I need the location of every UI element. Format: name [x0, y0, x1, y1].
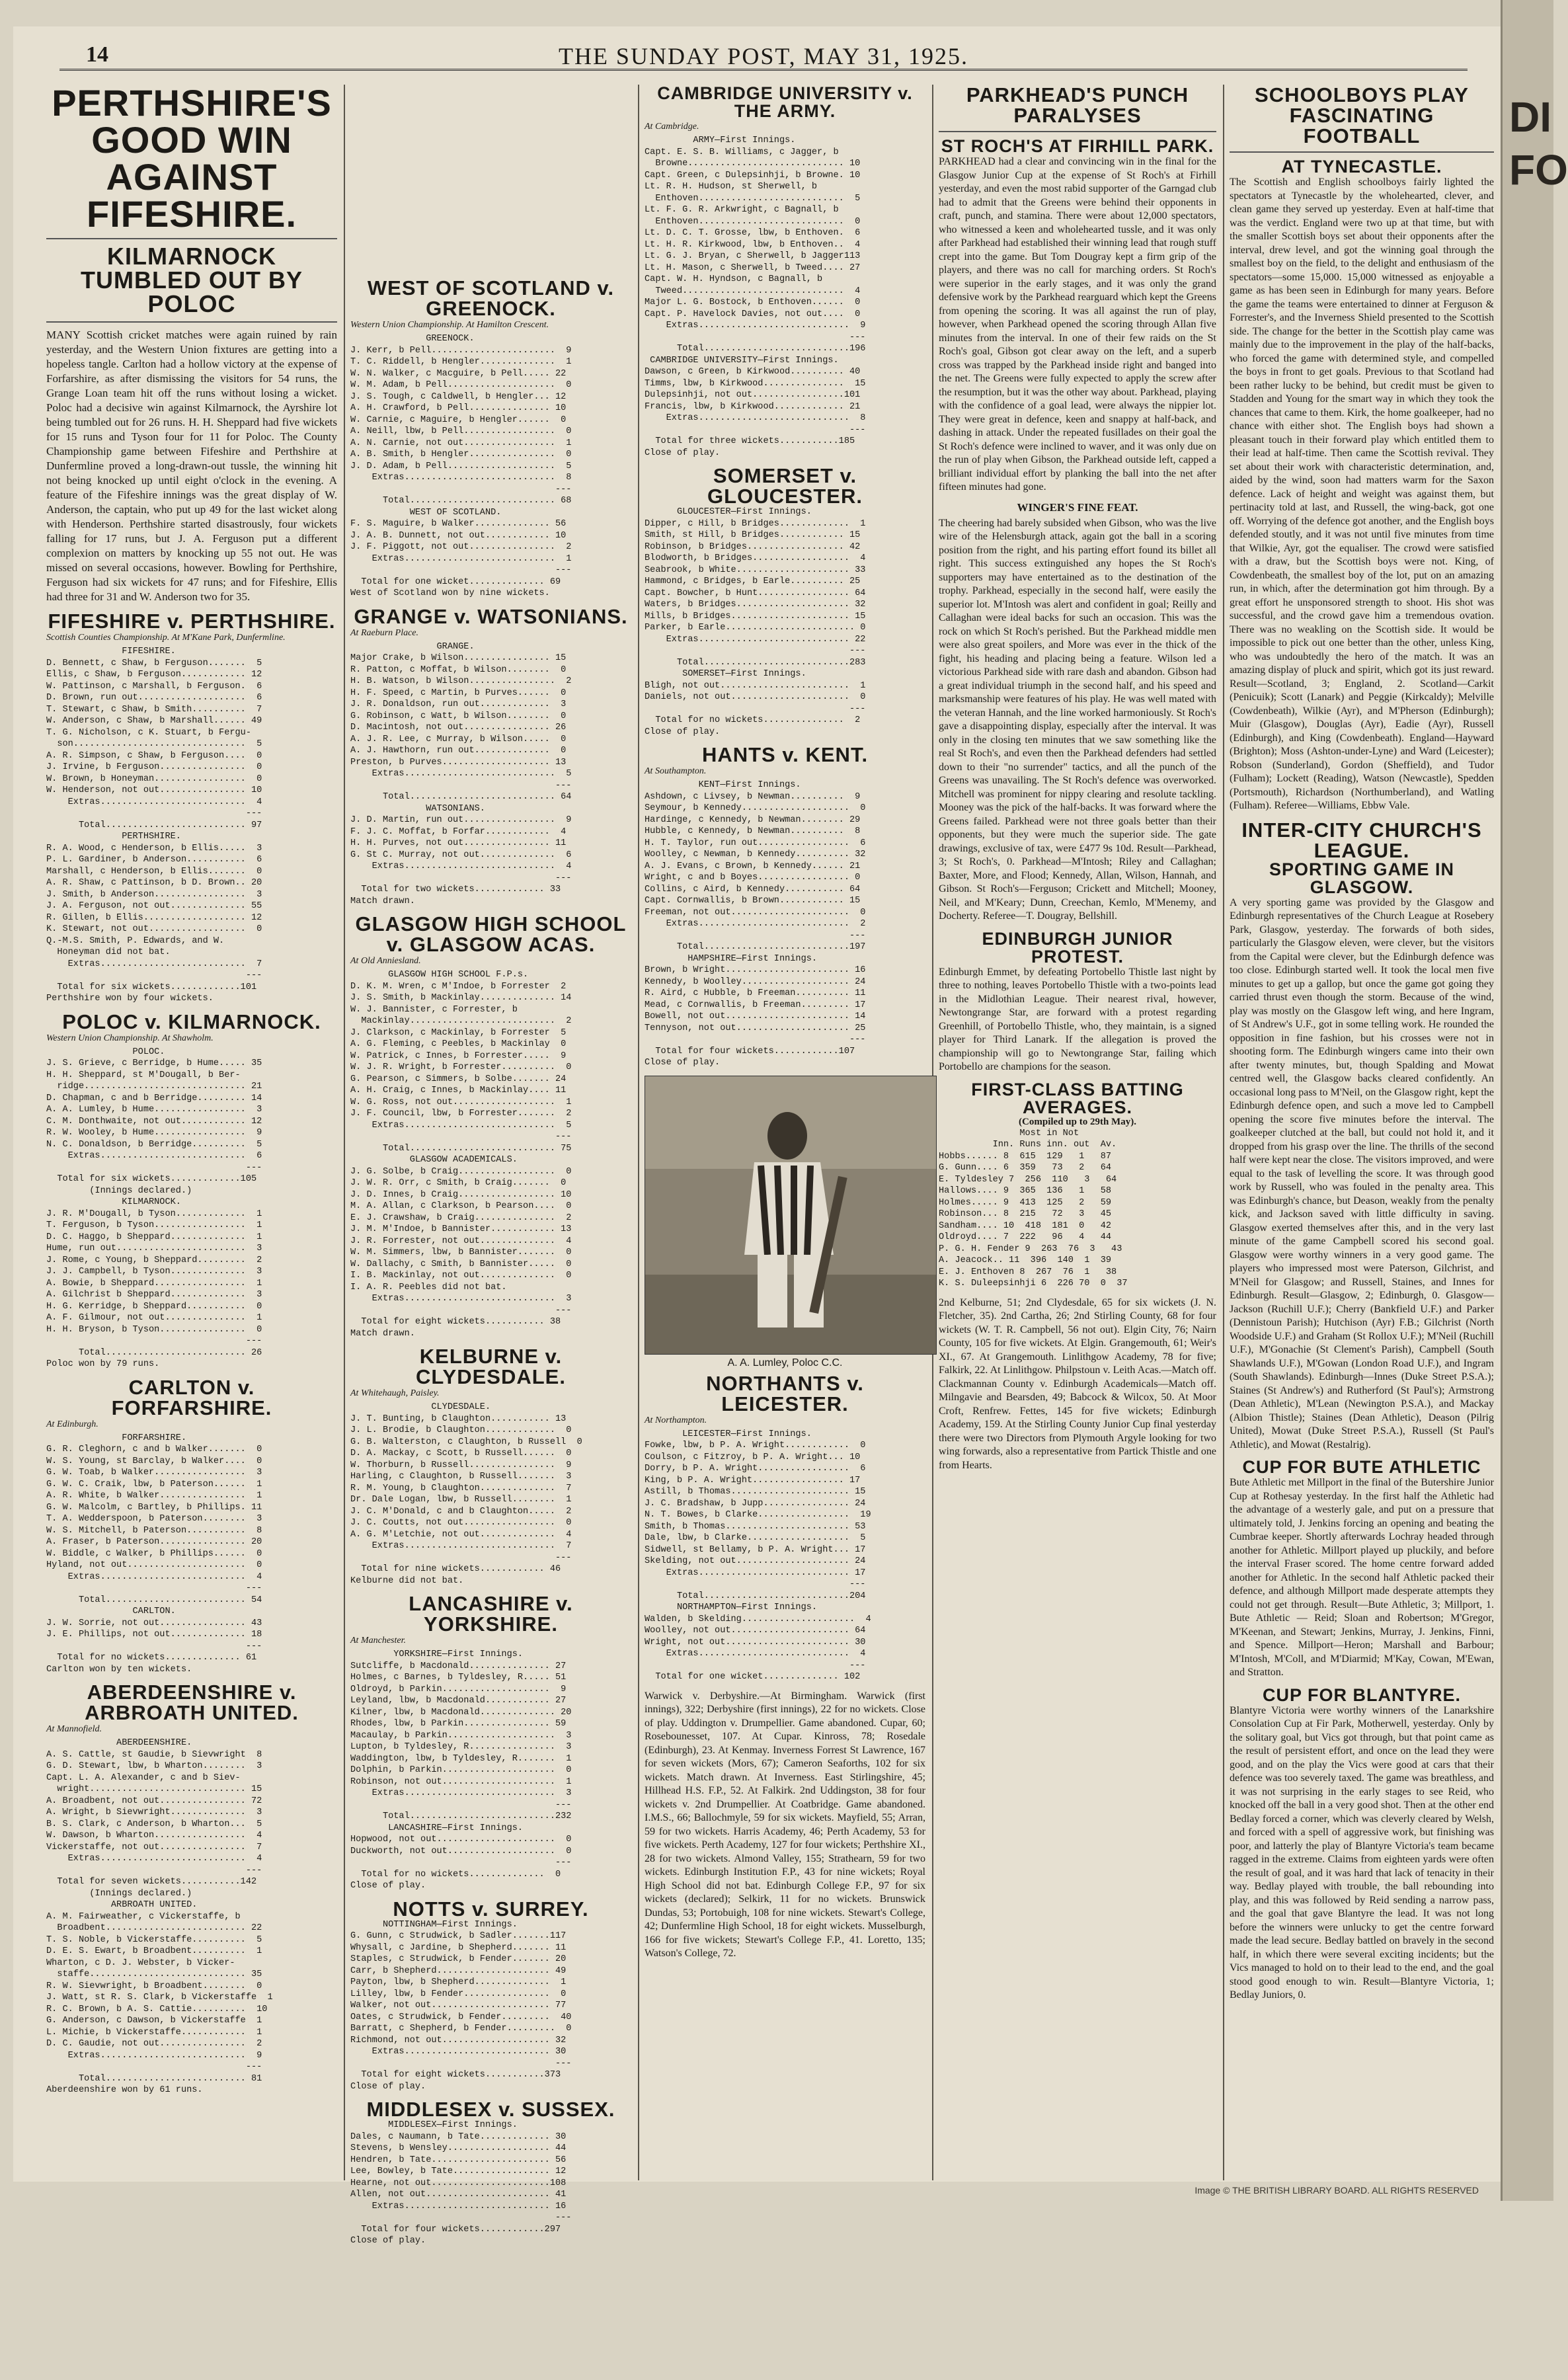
headline-perthshire: PERTHSHIRE'S GOOD WIN AGAINST FIFESHIRE.	[52, 82, 332, 235]
headline-bute: CUP FOR BUTE ATHLETIC	[1242, 1457, 1481, 1477]
scorecard: KENT—First Innings. Ashdown, c Livsey, b Newman.......... 9 Seymour, b Kennedy.................... 0 Hardinge, c Kennedy, b Newman........ 29 Hubble, c Kennedy, b Newman.......... 8 H. T. Taylor, run out................. 6 Woolley, c Newman, b Kennedy.......... 32 A. J. Evans, c Brown, b Kennedy...... 21 Wright, c and b Boyes................. 0 Collins, c Aird, b Kennedy........... 64 Capt. Cornwallis, b Brown............ 15 Freeman, not out...................... 0 Extras............................ 2 --- Total...........................197 HAMPSHIRE—First Innings. Brown, b Wright....................... 16 Kennedy, b Woolley.................... 24 R. Aird, c Hubble, b Freeman.......... 11 Mead, c Cornwallis, b Freeman......... 17 Bowell, not out....................... 14 Tennyson, not out..................... 25 --- Total for four wickets............107 Close of play.	[645, 780, 866, 1068]
headline-church-league: INTER-CITY CHURCH'S LEAGUE.	[1241, 818, 1482, 862]
column-rule	[638, 85, 639, 2180]
scorecard: ARMY—First Innings. Capt. E. S. B. Williams, c Jagger, b Browne............................. 10 Capt. Green, c Dulepsinhji, b Browne. 10 Lt. R. H. Hudson, st Sherwell, b Enthoven........................... 5 Lt. F. G. R. Arkwright, c Bagnall, b Enthoven........................... 0 Lt. D. C. T. Grosse, lbw, b Enthoven. 6 Lt. H. R. Kirkwood, lbw, b Enthoven.. 4 Lt. G. J. Bryan, c Sherwell, b Jagger113 Lt. H. Mason, c Sherwell, b Tweed.... 27 Capt. W. H. Hyndson, c Bagnall, b Tweed.............................. 4 Major L. G. Bostock, b Enthoven...... 0 Capt. P. Havelock Davies, not out.... 0 Extras............................ 9 --- Total...........................196 CAMBRIDGE UNIVERSITY—First Innings. Dawson, c Green, b Kirkwood.......... 40 Timms, lbw, b Kirkwood............... 15 Dulepsinhji, not out.................101 Francis, lbw, b Kirkwood............. 21 Extras............................ 8 --- Total for three wickets...........185 Close of play.	[645, 136, 866, 458]
column-1	[46, 82, 337, 2187]
match-venue: At Edinburgh.	[46, 1419, 98, 1429]
match-title: CARLTON v. FORFARSHIRE.	[111, 1375, 272, 1419]
player-photo	[645, 1076, 937, 1355]
article-body: The Scottish and English schoolboys fairly lighted the spectators at Tynecastle by the wholehearted, clever, and clean game they served up yesterday. Even at half-time that was the verdict. England were two up at that time, but with the smaller Scottish boys set about their opponents after the interval, drew level, and got the winning goal through the smallest boy on the field, to the delight and enthusiasm of the spectators—some 15,000. 15,000 witnessed as enjoyable a game as has been seen in Edinburgh for many years. Before the game the teams were entertained to dinner at Ferguson & Forrester's, and the Inverness Shield presented to the Scottish side. The change for the better in the Scottish play came was mainly due to the improvement in the play of the half-backs, who forced the game with determined style, and compelled the boys in front to get goals. Previous to that Scotland had been rather lucky to be behind, but credit must be given to Stadden and Young for the smart way in which they took the chances that came to them. Kirk, the home goalkeeper, had no chance with either shot. The English boys had shown a pleasant touch in their forward play which entitled them to their lead at half-time. Then came the Scottish revival. They set about their work with characteristic determination, and, aided by the wind, soon had matters warm for the Saxon defence. Lack of height and weight was against them, but pertinacity told at last, and Russell, the wing-back, got one off. Worrying of the defence got another, and the English boys defended stoutly, and it was not until five minutes from time that Wilkie, Ayr, got the equaliser. The crowd were satisfied with a draw, but the Scottish boys were not. King, of Cowdenbeath, the smallest boy of the lot, put on an amazing run, in which, after the determination got him through. By a great effort he unsponsored strength to shoot. His shot was successful, and the crowd gave him a tremendous ovation. There was no weakling on the Scottish side. It would be impossible to pick out one better than the other, unless King, who was undoubtedly the hero of the match. It was an amazing display of pluck and spirit, which got its just reward. Result—Scotland, 3; England, 2. Scotland—Carkit (Penicuik); Scott (Lanark) and Peggie (Kirkcaldy); Melville (Cowdenbeath), Wilkie (Ayr), and M'Pherson (Edinburgh); Muir (Glasgow), Douglas (Ayr), Eadie (Ayr), Russell (Edinburgh), and King (Cowdenbeath). England—Hayward (Brighton); Moss (Ashton-under-Lyne) and Ward (Leicester); Robson (Sunderland), Gordon (Sheffield), and Tudor (Fulham); Lockett (Reading), Watson (Newcastle), Spedden (Portsmouth), Richardson (Northumberland), and Watling (Fulham). Referee—Williams, Ebbw Vale.	[1230, 177, 1494, 811]
subhead-glasgow: SPORTING GAME IN GLASGOW.	[1269, 859, 1454, 897]
scorecard: NOTTINGHAM—First Innings. G. Gunn, c Strudwick, b Sadler.......117 Whysall, c Jardine, b Shepherd....... 11 Staples, c Strudwick, b Fender....... 20 Carr, b Shepherd..................... 49 Payton, lbw, b Shepherd.............. 1 Lilley, lbw, b Fender................ 0 Walker, not out...................... 77 Oates, c Strudwick, b Fender......... 40 Barratt, c Shepherd, b Fender......... 0 Richmond, not out.................... 32 Extras........................... 30 --- Total for eight wickets...........373 Close of play.	[350, 1919, 572, 2092]
scorecard: FIFESHIRE. D. Bennett, c Shaw, b Ferguson....... 5 Ellis, c Shaw, b Ferguson............ 12 W. Pattinson, c Marshall, b Ferguson. 6 D. Brown, run out.................... 6 T. Stewart, c Shaw, b Smith.......... 7 W. Anderson, c Shaw, b Marshall...... 49 T. G. Nicholson, c K. Stuart, b Fergu- son................................ 5 A. R. Simpson, c Shaw, b Ferguson.... 0 J. Irvine, b Ferguson................ 0 W. Brown, b Honeyman................. 0 W. Henderson, not out................ 10 Extras........................... 4 --- Total.......................... 97 PERTHSHIRE. R. A. Wood, c Henderson, b Ellis..... 3 P. L. Gardiner, b Anderson........... 6 Marshall, c Henderson, b Ellis....... 0 A. R. Shaw, c Pattinson, b D. Brown.. 20 J. Smith, b Anderson................. 3 J. A. Ferguson, not out.............. 55 R. Gillen, b Ellis................... 12 K. Stewart, not out.................. 0 Q.-M.S. Smith, P. Edwards, and W. Honeyman did not bat. Extras........................... 7 --- Total for six wickets.............101 Perthshire won by four wickets.	[46, 647, 262, 1004]
column-5	[1230, 85, 1494, 2187]
scorecard: GLASGOW HIGH SCHOOL F.P.s. D. K. M. Wren, c M'Indoe, b Forrester 2 J. S. Smith, b Mackinlay.............. 14 W. J. Bannister, c Forrester, b Mackinlay........................... 2 J. Clarkson, c Mackinlay, b Forrester 5 A. G. Fleming, c Peebles, b Mackinlay 0 W. Patrick, c Innes, b Forrester..... 9 W. J. R. Wright, b Forrester.......... 0 G. Pearson, c Simmers, b Solbe....... 24 A. H. Craig, c Innes, b Mackinlay.... 11 W. G. Ross, not out................... 1 J. F. Council, lbw, b Forrester....... 2 Extras............................ 5 --- Total........................... 75 GLASGOW ACADEMICALS. J. G. Solbe, b Craig.................. 0 J. W. R. Orr, c Smith, b Craig....... 0 J. D. Innes, b Craig.................. 10 M. A. Allan, c Clarkson, b Pearson.... 0 E. J. Crawshaw, b Craig............... 2 J. M. M'Indoe, b Bannister............ 13 J. R. Forrester, not out.............. 4 W. M. Simmers, lbw, b Bannister....... 0 W. Dallachy, c Smith, b Bannister..... 0 I. B. Mackinlay, not out.............. 0 I. A. R. Peebles did not bat. Extras............................ 3 --- Total for eight wickets........... 38 Match drawn.	[350, 970, 572, 1339]
image-credit: Image © THE BRITISH LIBRARY BOARD. ALL RIGHTS RESERVED	[1195, 2185, 1479, 2196]
scorecard: LEICESTER—First Innings. Fowke, lbw, b P. A. Wright............ 0 Coulson, c Fitzroy, b P. A. Wright... 10 Dorry, b P. A. Wright................. 6 King, b P. A. Wright................. 17 Astill, b Thomas...................... 15 J. C. Bradshaw, b Jupp................ 24 N. T. Bowes, b Clarke................. 19 Smith, b Thomas....................... 53 Dale, lbw, b Clarke................... 5 Sidwell, st Bellamy, b P. A. Wright... 17 Skelding, not out..................... 24 Extras............................ 17 --- Total...........................204 NORTHAMPTON—First Innings. Walden, b Skelding..................... 4 Woolley, not out...................... 64 Wright, not out....................... 30 Extras............................ 4 --- Total for one wicket.............. 102	[645, 1429, 871, 1682]
article-intro: MANY Scottish cricket matches were again ruined by rain yesterday, and the Western Union fixtures are getting into a hopeless tangle. Carlton had a hollow victory at the expense of Forfarshire, as after dismissing the visitors for 54 runs, the Grange Loan team hit off the runs without losing a wicket. Poloc had a decisive win against Kilmarnock, the Ayrshire lot being tumbled out for 26 runs. H. H. Sheppard had five wickets for 15 runs and Tyson four for 11 for Poloc. The County Championship game between Fifeshire and Perthshire at Dunfermline proved a long-drawn-out tussle, the winning hit not being knocked up until eight o'clock in the evening. A feature of the Fifeshire innings was the great display of W. Anderson, the captain, who put up 49 for the last wicket along with Henderson. Perthshire started disastrously, four wickets falling for 17 runs, but J. A. Ferguson put a different complexion on matters by knocking up 55 not out. He was missed on several occasions, however. Bowling for Perthshire, Ferguson had six wickets for 47 runs; and for Fifeshire, Ellis had three for 31 and W. Anderson two for 35.	[46, 329, 337, 603]
match-title: MIDDLESEX v. SUSSEX.	[366, 2098, 615, 2121]
match-title: POLOC v. KILMARNOCK.	[62, 1010, 321, 1033]
match-title: ABERDEENSHIRE v. ARBROATH UNITED.	[85, 1681, 299, 1724]
photo-caption: A. A. Lumley, Poloc C.C.	[727, 1357, 843, 1368]
page-number: 14	[86, 42, 108, 67]
article-body: Edinburgh Emmet, by defeating Portobello Thistle last night by three to nothing, leaves Portobello Thistle with a two-points lead in the Midlothian League. Their nearest rival, however, Newtongrange Star, are forward with a protest regarding Greenhill, of Portobello Thistle, who, they maintain, is a signed player for Third Lanark. If the allegation is proved the championship will go to Newtongrange Star, failing which Portobello are champions for the season.	[939, 966, 1216, 1072]
scorecard: ABERDEENSHIRE. A. S. Cattle, st Gaudie, b Sievwright 8 G. D. Stewart, lbw, b Wharton........ 3 Capt. L. A. Alexander, c and b Siev- wright............................. 15 A. Broadbent, not out................ 72 A. Wright, b Sievwright.............. 3 B. S. Clark, c Anderson, b Wharton... 5 W. Dawson, b Wharton................. 4 Vickerstaffe, not out................ 7 Extras........................... 4 --- Total for seven wickets...........142 (Innings declared.) ARBROATH UNITED. A. M. Fairweather, c Vickerstaffe, b Broadbent.......................... 22 T. S. Noble, b Vickerstaffe.......... 5 D. E. S. Ewart, b Broadbent.......... 1 Wharton, c D. J. Webster, b Vicker- staffe............................. 35 R. W. Sievwright, b Broadbent........ 0 J. Watt, st R. S. Clark, b Vickerstaffe 1 R. C. Brown, b A. S. Cattie.......... 10 G. Anderson, c Dawson, b Vickerstaffe 1 L. Michie, b Vickerstaffe............ 1 D. C. Gaudie, not out................ 2 Extras........................... 9 --- Total.......................... 81 Aberdeenshire won by 61 runs.	[46, 1738, 273, 2095]
column-rule	[344, 85, 345, 2180]
match-title: CAMBRIDGE UNIVERSITY v. THE ARMY.	[657, 83, 913, 121]
subhead-st-rochs: ST ROCH'S AT FIRHILL PARK.	[941, 136, 1214, 156]
headline-batting: FIRST-CLASS BATTING AVERAGES.	[971, 1079, 1184, 1117]
cricketer-image	[645, 1076, 936, 1354]
section-heading: WINGER'S FINE FEAT.	[1017, 500, 1138, 514]
subhead-kilmarnock: KILMARNOCK TUMBLED OUT BY POLOC	[81, 243, 303, 317]
scorecard: CLYDESDALE. J. T. Bunting, b Claughton........... 13 J. L. Brodie, b Claughton............. 0 G. B. Walterston, c Claughton, b Russell 0 D. A. Mackay, c Scott, b Russell...... 0 W. Thorburn, b Russell................ 9 Harling, c Claughton, b Russell....... 3 R. M. Young, b Claughton.............. 7 Dr. Dale Logan, lbw, b Russell........ 1 J. C. M'Donald, c and b Claughton..... 2 J. C. Coutts, not out................. 0 A. G. M'Letchie, not out.............. 4 Extras............................ 7 --- Total for nine wickets............ 46 Kelburne did not bat.	[350, 1402, 582, 1586]
headline-schoolboys: SCHOOLBOYS PLAY FASCINATING FOOTBALL	[1255, 83, 1469, 147]
masthead	[59, 40, 1468, 71]
match-title: KELBURNE v. CLYDESDALE.	[416, 1345, 566, 1388]
match-venue: At Old Anniesland.	[350, 956, 421, 966]
divider	[46, 238, 337, 239]
article-body: 2nd Kelburne, 51; 2nd Clydesdale, 65 for six wickets (J. N. Fletcher, 35). 2nd Cartha, 26; 2nd Stirling County, 68 for four wickets (W. T. R. Campbell, 56 not out). Elgin City, 76; Nairn County, 105 for five wickets. At Elgin. Grangemouth, 61; Weir's XI., 67. At Grangemouth. Linlithgow Academy, 78 for five; Falkirk, 22. At Linlithgow. Philpstoun v. Leith Acas.—Match off. Clackmannan County v. Edinburgh Academicals—Match off. Milngavie and Bearsden, 49; Babcock & Wilcox, 50. At Moor Croft, Renfrew. Fettes, 145 for five wickets; Edinburgh Academy, 159. At the Stirling County Junior Cup final yesterday there were two Directors from Plymouth Argyle looking for two wing forwards, also a representative from Partick Thistle and one from Hearts.	[939, 1296, 1216, 1471]
batting-table: Most in Not Inn. Runs inn. out Av. Hobbs...... 8 615 129 1 87 G. Gunn.... 6 359 73 2 64 E. Tyldesley 7 256 110 3 64 Hallows.... 9 365 136 1 58 Holmes..... 9 413 125 2 59 Robinson... 8 215 72 3 45 Sandham.... 10 418 181 0 42 Oldroyd.... 7 222 96 4 44 P. G. H. Fender 9 263 76 3 43 A. Jeacock.. 11 396 140 1 39 E. J. Enthoven 8 267 76 1 38 K. S. Duleepsinhji 6 226 70 0 37	[939, 1128, 1128, 1289]
match-title: LANCASHIRE v. YORKSHIRE.	[409, 1592, 573, 1636]
headline-protest: EDINBURGH JUNIOR PROTEST.	[982, 928, 1173, 967]
article-body: PARKHEAD had a clear and convincing win in the final for the Glasgow Junior Cup at the expense of St Roch's at Firhill yesterday, and even the most rabid supporter of the Garngad club had to admit that the Greens were behind their opponents in craft, punch, and stamina. There were about 12,000 spectators, who witnessed a keen and wholehearted tussle, and it was only after Parkhead had established their winning lead that rough stuff crept into the game. But Tom Dougray kept a firm grip of the players, and there was no call for marching orders. St Roch's were superior in the early stages, and it was only the grand defensive work by the Parkhead rearguard which kept the Greens from opening the scoring. It was all against the run of play, however, when Parkhead opened the scoring through Allan five minutes from the interval. In one of their few raids on the St Roch's goal, Gibson got clear away on the left, and a superb cross was trapped by the Parkhead inside right and banged into the net. The Greens were fully expected to apply the screw after the resumption, but it was the other way about. Parkhead, playing with the confidence of a goal lead, were always the nippier lot. They were great in defence, keen and snappy at half-back, and dashing in attack. Under the repeated fusillades on their goal the St Roch's defence were inclined to waver, and it was only due on the run of play when Gibson, the Parkhead outside left, capped a brilliant individual effort by planking the ball into the net after fifteen minutes had gone.	[939, 156, 1216, 493]
other-results: Warwick v. Derbyshire.—At Birmingham. Warwick (first innings), 322; Derbyshire (first innings), 22 for no wickets. Close of play. Uddington v. Drumpellier. Game abandoned. Cupar, 60; Rosebounesset, 107. At Cupar. Kinross, 78; Rosedale (Edinburgh), 23. At Kenmay. Inverness Forrest St Lawrence, 167 for seven wickets (Mors, 67); Cameron Seaforths, 102 for six wickets. Match drawn. At Inverness. East Stirlingshire, 45; Hillhead H.S. F.P., 52. At Falkirk. 2nd Uddingston, 38 for four wickets v. 2nd Drumpellier. At Coatbridge. Game abandoned. I.M.S., 66; Ballochmyle, 59 for six wickets. Mayfield, 55; Arran, 59 for two wickets. Harris Academy, 46; Perth Academy, 53 for five wickets. Perth Academy, 127 for four wickets; Perthshire XI., 28 for two wickets. Almond Valley, 155; Strathearn, 59 for two wickets. Edinburgh Institution F.P., 43 for nine wickets; Royal High School did not bat. Edinburgh College F.P., 97 for six wickets (declared); Selkirk, 11 for no wickets. Brunswick Dundas, 53; Portobuigh, 108 for nine wickets. Stewart's College, 42; Dunfermline High School, 18 for eight wickets. Musselburgh, 166 for five wickets; Stewart's College F.P., 41. Loretto, 135; Watson's College, 72.	[645, 1690, 925, 1959]
edge-letters: FO	[1509, 146, 1568, 194]
batting-subtitle: (Compiled up to 29th May).	[1019, 1116, 1136, 1127]
divider	[1230, 151, 1494, 153]
scorecard: POLOC. J. S. Grieve, c Berridge, b Hume..... 35 H. H. Sheppard, st M'Dougall, b Ber- ridge.............................. 21 D. Chapman, c and b Berridge......... 14 A. A. Lumley, b Hume................. 3 C. M. Donthwaite, not out............ 12 R. W. Wooley, b Hume................. 9 N. C. Donaldson, b Berridge.......... 5 Extras........................... 6 --- Total for six wickets.............105 (Innings declared.) KILMARNOCK. J. R. M'Dougall, b Tyson............. 1 T. Ferguson, b Tyson................. 1 D. C. Haggo, b Sheppard.............. 1 Hume, run out........................ 3 J. Rome, c Young, b Sheppard......... 2 J. J. Campbell, b Tyson.............. 3 A. Bowie, b Sheppard................. 1 A. Gilchrist b Sheppard.............. 3 H. G. Kerridge, b Sheppard........... 0 A. F. Gilmour, not out............... 1 H. H. Bryson, b Tyson................ 0 --- Total.......................... 26 Poloc won by 79 runs.	[46, 1047, 262, 1369]
match-venue: At Manchester.	[350, 1636, 406, 1646]
scorecard: MIDDLESEX—First Innings. Dales, c Naumann, b Tate............. 30 Stevens, b Wensley................... 44 Hendren, b Tate...................... 56 Lee, Bowley, b Tate.................. 12 Hearne, not out......................108 Allen, not out....................... 41 Extras........................... 16 --- Total for four wickets............297 Close of play.	[350, 2120, 572, 2246]
article-body: The cheering had barely subsided when Gibson, who was the live wire of the Helensburgh attack, again got the ball in a scoring position from the right, and his parting effort found its billet all right. This success extinguished any hopes the St Roch's supporters may have entertained as to the destination of the trophy. Parkhead, especially in the second half, were easily the superior lot. M'Intosh was alert and confident in goal; Reilly and Callaghan were ideal backs for such an occasion. This was the rock on which St Roch's perished. But the Parkhead middle men were also great spoilers, and More was ever in the thick of the fight, his heading and placing being a feature. Wilson led a victorious Parkhead side with rare dash and abandon. Gibson had a great individual triumph in the second half, and his speed and marksmanship were features of his play. He was well mated with the veteran Hannah, and the line worked harmoniously. St Roch's gave a disappointing display, especially after the interval. It was only in the closing ten minutes that we saw something like the real St Roch's, and even then the Parkhead defenders had settled down to their "no surrender" tactics, and all the punch of the Greens was unavailing. The St Roch's defence was overworked. Mitchell was prominent for nippy clearing and resolute tackling. Mooney was the pick of the half-backs. It was forward where the Greens failed. Parkhead were not three goals better than their opponents, but they were much the superior side. The gate drawings, exclusive of tax, were £477 9s 10d. Result—Parkhead, 3; St Roch's, 0. Parkhead—M'Intosh; Riley and Callaghan; Baxter, More, and Flood; Kennedy, Allan, Wilson, Hannah, and Gibson. St Roch's—Ferguson; Crickett and Mitchell; Mooney, Neil, and M'Keary; Dunn, Creechan, Kemlo, M'Menemy, and Docherty. Referee—T. Dougray, Bellshill.	[939, 517, 1216, 922]
match-venue: Western Union Championship. At Hamilton Crescent.	[350, 320, 549, 330]
match-title: SOMERSET v. GLOUCESTER.	[707, 464, 863, 508]
match-title: FIFESHIRE v. PERTHSHIRE.	[48, 610, 336, 633]
scorecard: GLOUCESTER—First Innings. Dipper, c Hill, b Bridges............. 1 Smith, st Hill, b Bridges............ 15 Robinson, b Bridges.................. 42 Blodworth, b Bridges.................. 4 Seabrook, b White..................... 33 Hammond, c Bridges, b Earle.......... 25 Capt. Bowcher, b Hunt................. 64 Waters, b Bridges..................... 32 Mills, b Bridges...................... 15 Parker, b Earle........................ 0 Extras............................ 22 --- Total...........................283 SOMERSET—First Innings. Bligh, not out........................ 1 Daniels, not out...................... 0 --- Total for no wickets............... 2 Close of play.	[645, 507, 866, 737]
match-venue: At Southampton.	[645, 766, 707, 776]
match-venue: Western Union Championship. At Shawholm.	[46, 1033, 214, 1043]
match-venue: At Cambridge.	[645, 122, 699, 132]
column-4	[939, 85, 1216, 2187]
newspaper-title: THE SUNDAY POST, MAY 31, 1925.	[558, 43, 969, 69]
article-body: Bute Athletic met Millport in the final of the Butershire Junior Cup at Rothesay yesterday. In the first half the Athletic had the advantage of a westerly gale, and put on a pressure that ultimately told, J. Jenkins forcing an opening and beating the Cumbrae keeper. Shortly afterwards Lochray headed through another for Athletic. Millport played up pluckily, and before the interval Fraser scored. The home centre forward added another for Athletic. In the second half Athletic packed their defence, and although Millport made desperate attempts they could not get through. Result—Bute Athletic, 3; Millport, 1. Bute Athletic — Reid; Sloan and Robertson; M'Gregor, M'Keenan, and Stewart; Jenkins, Murray, J. Jenkins, Finni, and Spence. Millport—Heron; Marshall and Barbour; M'Intosh, M'Coll, and M'Diarmid; M'Kay, Cowan, M'Ewan, and Stratton.	[1230, 1477, 1494, 1678]
scorecard: GREENOCK. J. Kerr, b Pell....................... 9 T. C. Riddell, b Hengler.............. 1 W. N. Walker, c Macguire, b Pell..... 22 W. M. Adam, b Pell.................... 0 J. S. Tough, c Caldwell, b Hengler... 12 A. H. Crawford, b Pell............... 10 W. Carnie, c Maguire, b Hengler...... 0 A. Neill, lbw, b Pell................. 0 A. N. Carnie, not out................. 1 A. B. Smith, b Hengler................ 0 J. D. Adam, b Pell.................... 5 Extras............................ 8 --- Total........................... 68 WEST OF SCOTLAND. F. S. Maguire, b Walker.............. 56 J. A. B. Dunnett, not out............ 10 J. F. Piggott, not out................ 2 Extras............................ 1 --- Total for one wicket.............. 69 West of Scotland won by nine wickets.	[350, 334, 572, 598]
match-title: WEST OF SCOTLAND v. GREENOCK.	[367, 276, 615, 320]
headline-blantyre: CUP FOR BLANTYRE.	[1262, 1685, 1461, 1705]
match-venue: At Northampton.	[645, 1415, 707, 1425]
divider	[46, 321, 337, 323]
headline-parkhead: PARKHEAD'S PUNCH PARALYSES	[966, 83, 1189, 127]
subhead-tynecastle: AT TYNECASTLE.	[1281, 157, 1442, 177]
match-venue: At Mannofield.	[46, 1724, 102, 1734]
adjacent-page-edge	[1501, 0, 1568, 2201]
scorecard: FORFARSHIRE. G. R. Cleghorn, c and b Walker....... 0 W. S. Young, st Barclay, b Walker.... 0 G. W. Toab, b Walker................. 3 G. W. C. Craik, lbw, b Paterson...... 1 A. R. White, b Walker................ 1 G. W. Malcolm, c Bartley, b Phillips. 11 T. A. Wedderspoon, b Paterson........ 3 W. S. Mitchell, b Paterson........... 8 A. Fraser, b Paterson................ 20 W. Biddle, c Walker, b Phillips...... 0 Hyland, not out...................... 0 Extras........................... 4 --- Total.......................... 54 CARLTON. J. W. Sorrie, not out................ 43 J. E. Phillips, not out.............. 18 --- Total for no wickets.............. 61 Carlton won by ten wickets.	[46, 1433, 262, 1675]
match-title: GLASGOW HIGH SCHOOL v. GLASGOW ACAS.	[355, 912, 627, 956]
divider	[939, 131, 1216, 132]
match-title: NORTHANTS v. LEICESTER.	[706, 1371, 864, 1415]
article-body: A very sporting game was provided by the Glasgow and Edinburgh representatives of the Church League at Rosebery Park, Glasgow, yesterday. The forwards of both sides, particularly the Glasgow eleven, were clever, but the visitors from the Capital were clever, but the Edinburgh defence was too close. Edinburgh started well. It took the local men five minutes to get up a gallop, but once the game got going they carried thrust even though the storm. Because of the wind, play was mostly on the Glasgow left wing, and here Ingram, of St Andrew's U.F., got in some telling work. He rounded the opposition in fine fashion, but his crosses were not in shooting form. The Edinburgh wingers came into their own after twenty minutes, but, though Spalding and Mowat centred well, the Glasgow backs cleared confidently. An occasional long pass to M'Neil, on the Glasgow right, kept the Edinburgh defence open, and such a move led to Campbell opening the score five minutes before the interval. The goalkeeper clutched at the ball, but could not hold it, and it dropped from his grasp over the line. The thrills of the second half were kept near the close. The visitors improved, and were equal to the task of levelling the score. It was through good work by Russell, who was fouled in the penalty area. This was Edinburgh's chance, but Deason, weakly from the penalty kick, and Jackson saved with little difficulty in saving. Glasgow exerted themselves after this, and in the very last minute of the game Campbell scored his second goal. Glasgow were worthy winners in a very good game. The players who impressed most were Paterson, Gilchrist, and M'Neil for Glasgow; and Russell, Staines, and Innes for Edinburgh. Result—Glasgow, 2; Edinburgh, 0. Glasgow—Jackson (Ruchill U.F.); Cherry (Bankfield U.F.) and Parker (Dennistoun Parish); Hutchison (Ayr) F.B.; Gilchrist (North Woodside U.F.) and Graham (St Rollox U.F.); M'Neil (Ruchill U.F.), M'Gonachie (St Clement's Parish), Campbell (South Shawlands U.F.), M'Gowan (London Road U.F.), and Ingram (South Shawlands). Edinburgh—Innes (Duke Street P.S.A.); Staines (St Andrew's) and Rutherford (St Paul's); Armstrong (Dean Athletic), M'Lean (Newington P.S.A.), and Mackay (Albion Thistle); Staines (Dean Athletic), Deason (Pilrig United), Mowat (Duke Street P.S.A.), Russell (St Paul's Athletic), and Mowat (Restalrig).	[1230, 896, 1494, 1450]
match-venue: At Whitehaugh, Paisley.	[350, 1388, 440, 1398]
edge-letters: DI	[1509, 93, 1551, 141]
scorecard: YORKSHIRE—First Innings. Sutcliffe, b Macdonald............... 27 Holmes, c Barnes, b Tyldesley, R..... 51 Oldroyd, b Parkin.................... 9 Leyland, lbw, b Macdonald............ 27 Kilner, lbw, b Macdonald.............. 20 Rhodes, lbw, b Parkin................ 59 Macaulay, b Parkin.................... 3 Lupton, b Tyldesley, R................ 3 Waddington, lbw, b Tyldesley, R....... 1 Dolphin, b Parkin..................... 0 Robinson, not out..................... 1 Extras............................ 3 --- Total...........................232 LANCASHIRE—First Innings. Hopwood, not out...................... 0 Duckworth, not out.................... 0 --- Total for no wickets.............. 0 Close of play.	[350, 1649, 572, 1891]
article-body: Blantyre Victoria were worthy winners of the Lanarkshire Consolation Cup at Fir Park, Motherwell, yesterday. Only by the solitary goal, but Vics got through, but that point came as the result of persistent effort, and once on the lead they were good, and on the play the Vics were good at cars that their defence was too severely taxed. The game was breathless, and it was not surprising in the early stages to see Reid, who knocked off the ball in a very good shot. Then at the other end Bedlay forced a corner, which was cleverly cleared by Welsh, and forced with a spell of aggressive work, but finishing was poor, and latterly the play of Blantyre Victoria's team became ragged in the extreme. Claims from eighteen yards were often the result of goal, and it was hard that lack of tenacity in their way. Bedlay played with trouble, the ball rebounding into play, and this was followed by Reid sending a narrow pass, and the goal that gave Blantyre the lead. It was not long before the winners were unlucky to get the centre forward made the lead secure. Bedlay battled on bravely in the second half, in which there were several exciting incidents; but the Vics managed to hold on to their lead to the end, and the goal stood good enough to win. Result—Blantyre Victoria, 1; Bedlay Juniors, 0.	[1230, 1704, 1494, 2001]
match-venue: Scottish Counties Championship. At M'Kane Park, Dunfermline.	[46, 633, 286, 643]
match-title: HANTS v. KENT.	[701, 743, 869, 766]
match-title: NOTTS v. SURREY.	[393, 1897, 589, 1921]
column-rule	[1223, 85, 1224, 2180]
column-2	[350, 278, 631, 2380]
match-title: GRANGE v. WATSONIANS.	[354, 604, 628, 628]
match-venue: At Raeburn Place.	[350, 627, 419, 638]
scorecard: GRANGE. Major Crake, b Wilson................ 15 R. Patton, c Moffat, b Wilson........ 0 H. B. Watson, b Wilson................ 2 H. F. Speed, c Martin, b Purves...... 0 J. R. Donaldson, run out............. 3 G. Robinson, c Watt, b Wilson........ 0 D. Macintosh, not out................ 26 A. J. R. Lee, c Murray, b Wilson..... 0 A. J. Hawthorn, run out.............. 0 Preston, b Purves.................... 13 Extras............................ 5 --- Total........................... 64 WATSONIANS. J. D. Martin, run out................. 9 F. J. C. Moffat, b Forfar............ 4 H. H. Purves, not out................ 11 G. St C. Murray, not out.............. 6 Extras............................ 4 --- Total for two wickets............. 33 Match drawn.	[350, 641, 572, 906]
column-3	[645, 85, 925, 2187]
